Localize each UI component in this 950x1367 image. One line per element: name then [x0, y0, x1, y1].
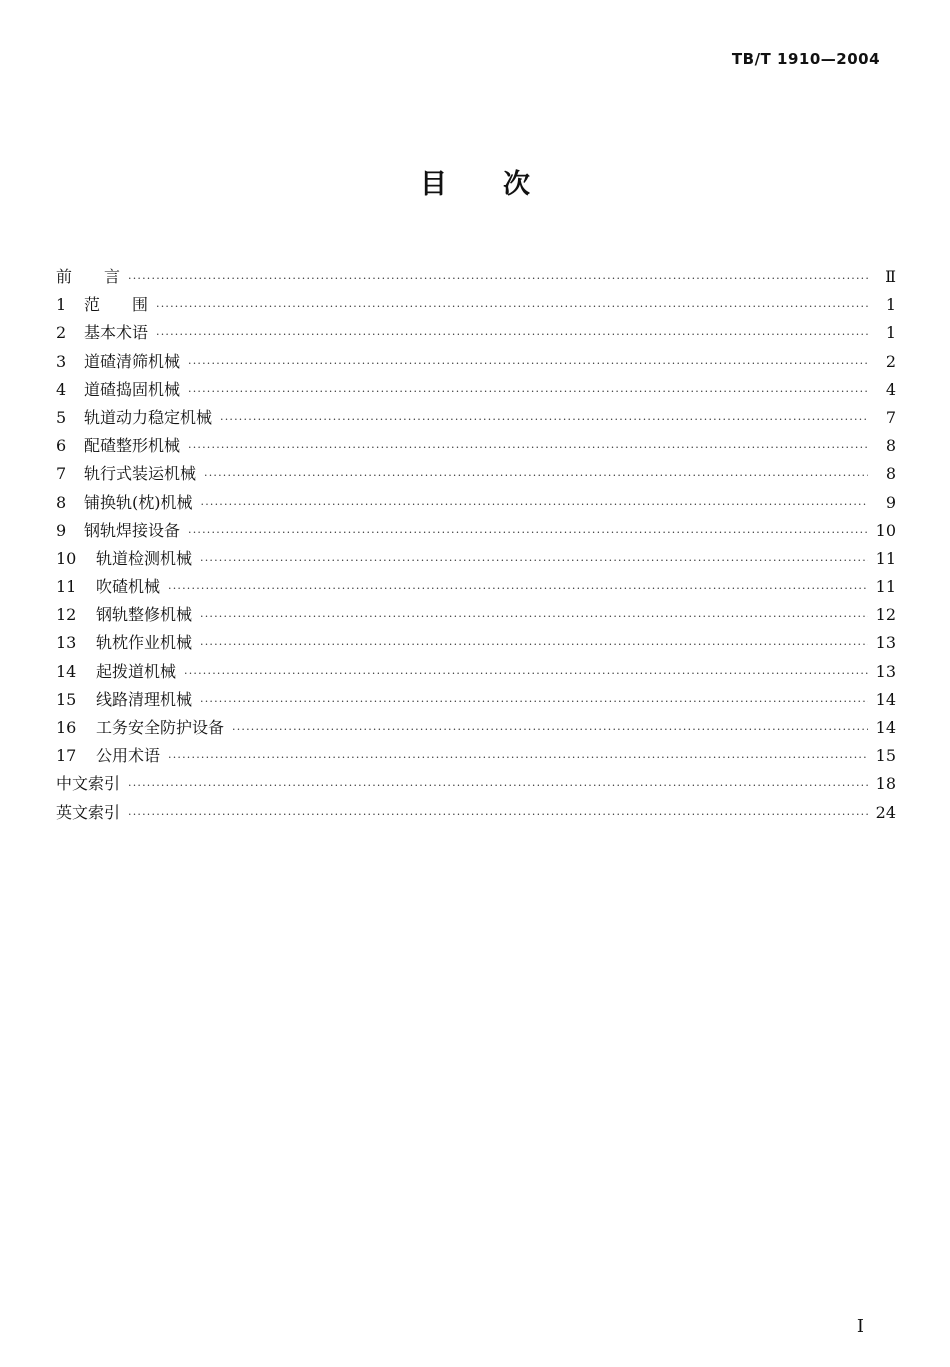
toc-entry[interactable] [56, 349, 896, 377]
toc-entry[interactable] [56, 659, 896, 687]
toc-entry-page: 8 [885, 464, 896, 484]
toc-entry[interactable] [56, 461, 896, 489]
toc-entry-page: 2 [885, 351, 896, 371]
toc-entry[interactable] [56, 264, 896, 292]
toc-entry-page: 14 [875, 718, 896, 737]
page-title-char: 目 [420, 169, 447, 200]
toc-entry-page: 13 [875, 633, 896, 653]
toc-entry-page: 8 [885, 436, 896, 456]
toc-leader-dots [156, 328, 868, 341]
page-title [0, 162, 950, 201]
toc-entry-page: 15 [875, 746, 896, 766]
toc-leader-dots [156, 300, 868, 313]
toc-entry[interactable] [56, 743, 896, 771]
table-of-contents [56, 264, 896, 828]
toc-leader-dots [200, 638, 868, 651]
toc-entry-number: 14 [56, 661, 77, 681]
toc-entry-number: 5 [56, 407, 67, 427]
toc-leader-dots [200, 610, 868, 623]
toc-leader-dots [188, 385, 868, 398]
toc-entry-number: 17 [56, 746, 77, 766]
toc-leader-dots [128, 272, 868, 285]
toc-leader-dots [184, 667, 868, 680]
toc-entry-number: 3 [56, 351, 67, 371]
toc-entry-label: 中文索引 [56, 774, 121, 794]
toc-entry-page: 11 [875, 548, 896, 568]
toc-leader-dots [200, 554, 868, 567]
toc-entry-page: 4 [885, 379, 896, 399]
toc-entry-page: 18 [875, 774, 896, 794]
toc-leader-dots [128, 779, 868, 792]
toc-entry-number: 15 [56, 689, 77, 709]
toc-entry-label: 钢轨整修机械 [96, 605, 193, 625]
toc-entry-label: 前 言 [56, 267, 121, 286]
page-title-char: 次 [503, 169, 530, 200]
toc-entry-page: 14 [875, 689, 896, 709]
toc-entry-number: 11 [56, 577, 77, 597]
toc-leader-dots [168, 751, 868, 764]
toc-leader-dots [204, 469, 868, 482]
toc-entry-page: 1 [885, 295, 896, 315]
toc-entry-page: 7 [885, 407, 896, 427]
toc-entry-label: 轨道动力稳定机械 [84, 407, 213, 427]
toc-entry[interactable] [56, 602, 896, 630]
toc-entry-page: 12 [875, 605, 896, 625]
toc-entry-page: 9 [885, 492, 896, 512]
toc-entry[interactable] [56, 771, 896, 799]
toc-entry[interactable] [56, 800, 896, 828]
toc-entry-page: 11 [875, 577, 896, 597]
toc-entry[interactable] [56, 630, 896, 658]
toc-leader-dots [188, 441, 868, 454]
toc-leader-dots [188, 357, 868, 370]
toc-entry-number: 4 [56, 379, 67, 399]
toc-entry-number: 7 [56, 464, 67, 484]
toc-entry-label: 轨行式装运机械 [84, 464, 197, 484]
toc-entry-number: 6 [56, 436, 67, 456]
toc-leader-dots [220, 413, 868, 426]
toc-leader-dots [232, 723, 868, 736]
toc-entry-label: 基本术语 [84, 323, 149, 343]
page-number: I [856, 1316, 864, 1337]
toc-entry-label: 吹碴机械 [96, 577, 161, 597]
toc-entry-number: 13 [56, 633, 77, 653]
toc-leader-dots [200, 695, 868, 708]
toc-entry-page: 24 [875, 802, 896, 822]
toc-entry-label: 轨枕作业机械 [96, 633, 193, 653]
toc-entry[interactable] [56, 490, 896, 518]
toc-entry[interactable] [56, 574, 896, 602]
standard-code: TB/T 1910—2004 [731, 50, 880, 68]
toc-entry-number: 8 [56, 492, 67, 512]
toc-entry-number: 10 [56, 548, 77, 568]
toc-entry-label: 钢轨焊接设备 [84, 520, 181, 540]
toc-entry-number: 16 [56, 718, 77, 737]
toc-entry-label: 轨道检测机械 [96, 548, 193, 568]
toc-entry-label: 起拨道机械 [96, 661, 177, 681]
toc-entry[interactable] [56, 377, 896, 405]
toc-entry-label: 铺换轨(枕)机械 [84, 492, 193, 512]
toc-entry[interactable] [56, 687, 896, 715]
toc-leader-dots [128, 808, 868, 821]
toc-entry-number: 1 [56, 295, 67, 315]
toc-entry-label: 配碴整形机械 [84, 436, 181, 456]
toc-entry[interactable] [56, 715, 896, 743]
toc-entry[interactable] [56, 433, 896, 461]
toc-entry-page: 1 [885, 323, 896, 343]
toc-entry[interactable] [56, 320, 896, 348]
toc-entry-label: 公用术语 [96, 746, 161, 766]
toc-entry-label: 英文索引 [56, 802, 121, 822]
toc-leader-dots [188, 526, 868, 539]
toc-entry-label: 线路清理机械 [96, 689, 193, 709]
toc-entry-number: 2 [56, 323, 67, 343]
toc-entry-label: 道碴清筛机械 [84, 351, 181, 371]
toc-entry-page: Ⅱ [885, 267, 896, 286]
toc-entry-page: 10 [875, 520, 896, 540]
toc-entry-number: 9 [56, 520, 67, 540]
toc-leader-dots [201, 498, 869, 511]
toc-entry[interactable] [56, 292, 896, 320]
toc-entry-page: 13 [875, 661, 896, 681]
toc-entry-label: 道碴捣固机械 [84, 379, 181, 399]
toc-entry-label: 范 围 [84, 295, 149, 315]
toc-leader-dots [168, 582, 868, 595]
toc-entry-label: 工务安全防护设备 [96, 718, 225, 737]
toc-entry-number: 12 [56, 605, 77, 625]
toc-entry[interactable] [56, 546, 896, 574]
toc-entry[interactable] [56, 518, 896, 546]
toc-entry[interactable] [56, 405, 896, 433]
